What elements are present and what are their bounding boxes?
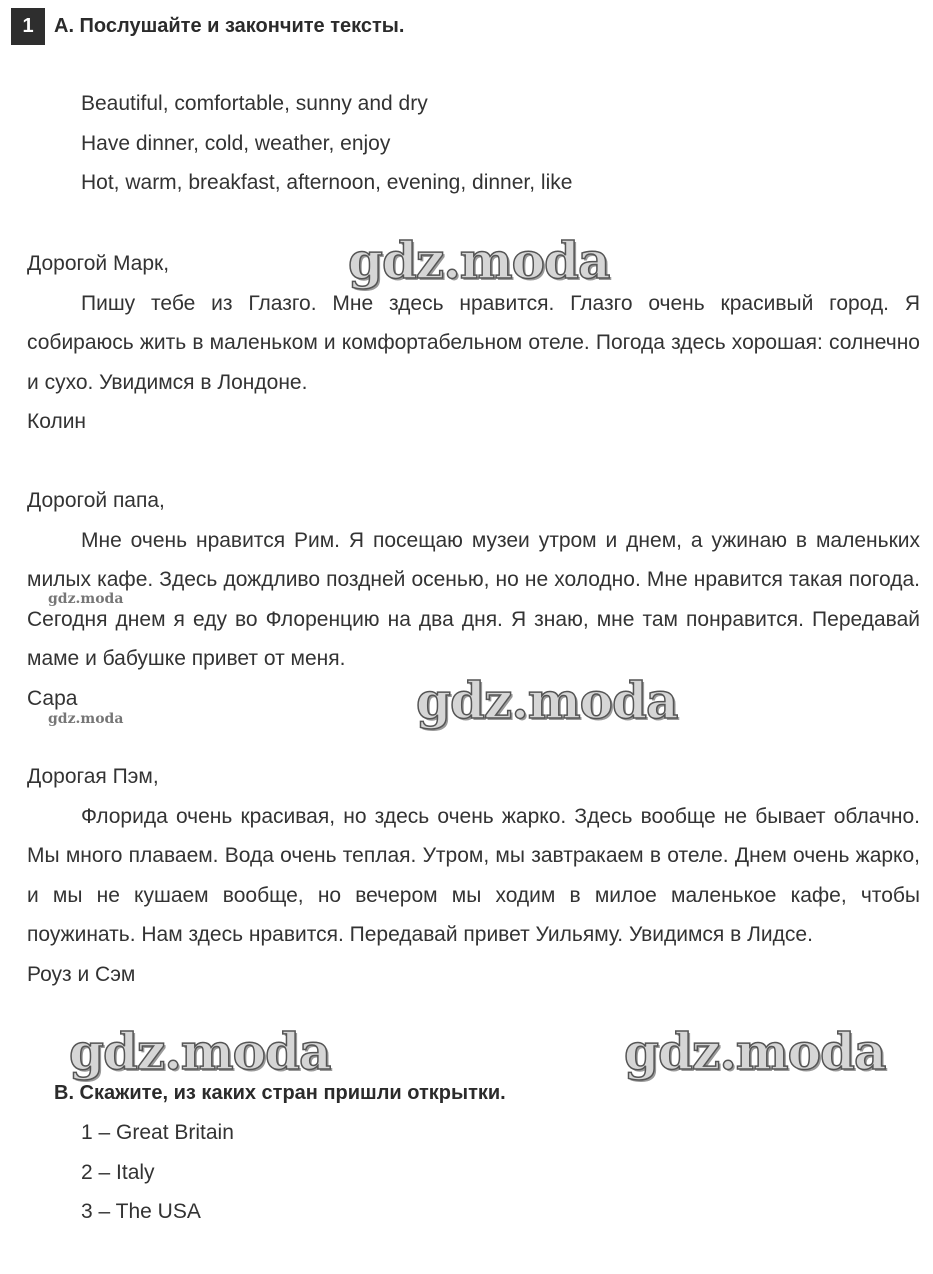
section-heading-b: B. Скажите, из каких стран пришли открытки.	[54, 1082, 506, 1104]
watermark-small: gdz.moda	[48, 711, 124, 727]
letter-signature: Роуз и Сэм	[27, 962, 136, 986]
word-list-item: Beautiful, comfortable, sunny and dry	[81, 92, 428, 115]
letter-greeting: Дорогой папа,	[27, 489, 165, 512]
section-heading-a: A. Послушайте и закончите тексты.	[54, 15, 405, 37]
answer-item: 1 – Great Britain	[81, 1121, 234, 1144]
task-number-badge: 1	[11, 8, 45, 45]
letter-greeting: Дорогая Пэм,	[27, 765, 159, 788]
watermark: gdz.moda	[416, 671, 678, 730]
watermark: gdz.moda	[69, 1022, 331, 1081]
letter-greeting: Дорогой Марк,	[27, 252, 170, 275]
letter-signature: Колин	[27, 410, 87, 434]
answer-item: 2 – Italy	[81, 1160, 155, 1184]
word-list	[81, 84, 572, 203]
letter-body: Флорида очень красивая, но здесь очень жарко. Здесь вообще не бывает облачно. Мы много плаваем. Вода очень теплая. Утром, мы завтракаем в отеле. Днем очень жарко, и мы не кушаем вообще, но вечером мы ходим в милое маленькое кафе, чтобы поужинать. Нам здесь нравится. Передавай привет Уильяму. Увидимся в Лидсе.	[27, 804, 920, 947]
watermark-small: gdz.moda	[48, 591, 124, 607]
answer-item: 3 – The USA	[81, 1200, 201, 1224]
letter-pam	[27, 757, 920, 995]
letter-body: Мне очень нравится Рим. Я посещаю музеи утром и днем, а ужинаю в маленьких милых кафе. Здесь дождливо поздней осенью, но не холодно. Мне нравится такая погода. Сегодня днем я еду во Флоренцию на два дня. Я знаю, мне там понравится. Передавай маме и бабушке привет от меня.	[27, 528, 920, 671]
letter-body: Пишу тебе из Глазго. Мне здесь нравится. Глазго очень красивый город. Я собираюсь жить в маленьком и комфортабельном отеле. Погода здесь хорошая: солнечно и сухо. Увидимся в Лондоне.	[27, 291, 920, 394]
answer-list	[81, 1113, 234, 1232]
watermark: gdz.moda	[348, 231, 610, 290]
watermark: gdz.moda	[624, 1022, 886, 1081]
word-list-item: Have dinner, cold, weather, enjoy	[81, 131, 391, 155]
letter-signature: Сара	[27, 686, 78, 710]
word-list-item: Hot, warm, breakfast, afternoon, evening, dinner, like	[81, 171, 573, 195]
